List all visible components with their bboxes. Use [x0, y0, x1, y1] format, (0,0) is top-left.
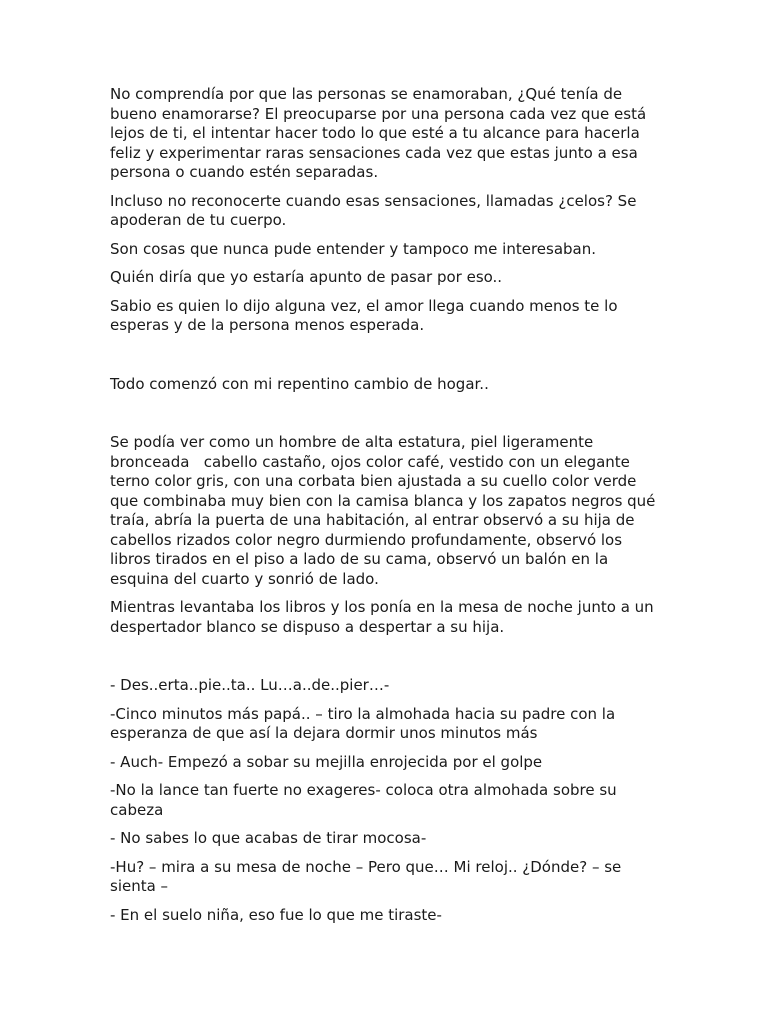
paragraph-8: Mientras levantaba los libros y los ponía en la mesa de noche junto a un despertador blanco se dispuso a despertar a su hija. — [110, 598, 659, 636]
dialogue-line-3: - Auch- Empezó a sobar su mejilla enrojecida por el golpe — [110, 752, 543, 771]
dialogue-line-7: - En el suelo niña, eso fue lo que me tiraste- — [110, 905, 442, 924]
paragraph-6: Todo comenzó con mi repentino cambio de hogar.. — [110, 374, 489, 393]
blank-line — [110, 345, 660, 375]
paragraph-5: Sabio es quien lo dijo alguna vez, el amor llega cuando menos te lo esperas y de la persona menos esperada. — [110, 296, 623, 334]
dialogue-line-6: -Hu? – mira a su mesa de noche – Pero que… Mi reloj.. ¿Dónde? – se sienta – — [110, 857, 627, 895]
paragraph-2: Incluso no reconocerte cuando esas sensaciones, llamadas ¿celos? Se apoderan de tu cuerpo. — [110, 191, 642, 229]
dialogue-line-1: - Des..erta..pie..ta.. Lu…a..de..pier…- — [110, 676, 390, 694]
blank-line — [110, 403, 660, 433]
dialogue-line-2: -Cinco minutos más papá.. – tiro la almohada hacia su padre con la esperanza de que así la dejara dormir unos minutos más — [110, 704, 620, 742]
paragraph-3: Son cosas que nunca pude entender y tampoco me interesaban. — [110, 239, 596, 258]
document-page — [110, 85, 660, 934]
blank-line — [110, 646, 660, 676]
paragraph-1: No comprendía por que las personas se enamoraban, ¿Qué tenía de bueno enamorarse? El preocuparse por una persona cada vez que está lejos de ti, el intentar hacer todo lo que esté a tu alcance para hacerla feliz y experimentar raras sensaciones cada vez que estas junto a esa persona o cuando estén separadas. — [110, 85, 651, 181]
dialogue-line-5: - No sabes lo que acabas de tirar mocosa- — [110, 829, 427, 847]
paragraph-4: Quién diría que yo estaría apunto de pasar por eso.. — [110, 268, 503, 286]
dialogue-line-4: -No la lance tan fuerte no exageres- coloca otra almohada sobre su cabeza — [110, 781, 622, 819]
paragraph-7: Se podía ver como un hombre de alta estatura, piel ligeramente bronceada cabello castaño, ojos color café, vestido con un elegante terno color gris, con una corbata bien ajustada a su cuello color verde que combinaba muy bien con la camisa blanca y los zapatos negros qué traía, abría la puerta de una habitación, al entrar observó a su hija de cabellos rizados color negro durmiendo profundamente, observó los libros tirados en el piso a lado de su cama, observó un balón en la esquina del cuarto y sonrió de lado. — [110, 433, 661, 588]
